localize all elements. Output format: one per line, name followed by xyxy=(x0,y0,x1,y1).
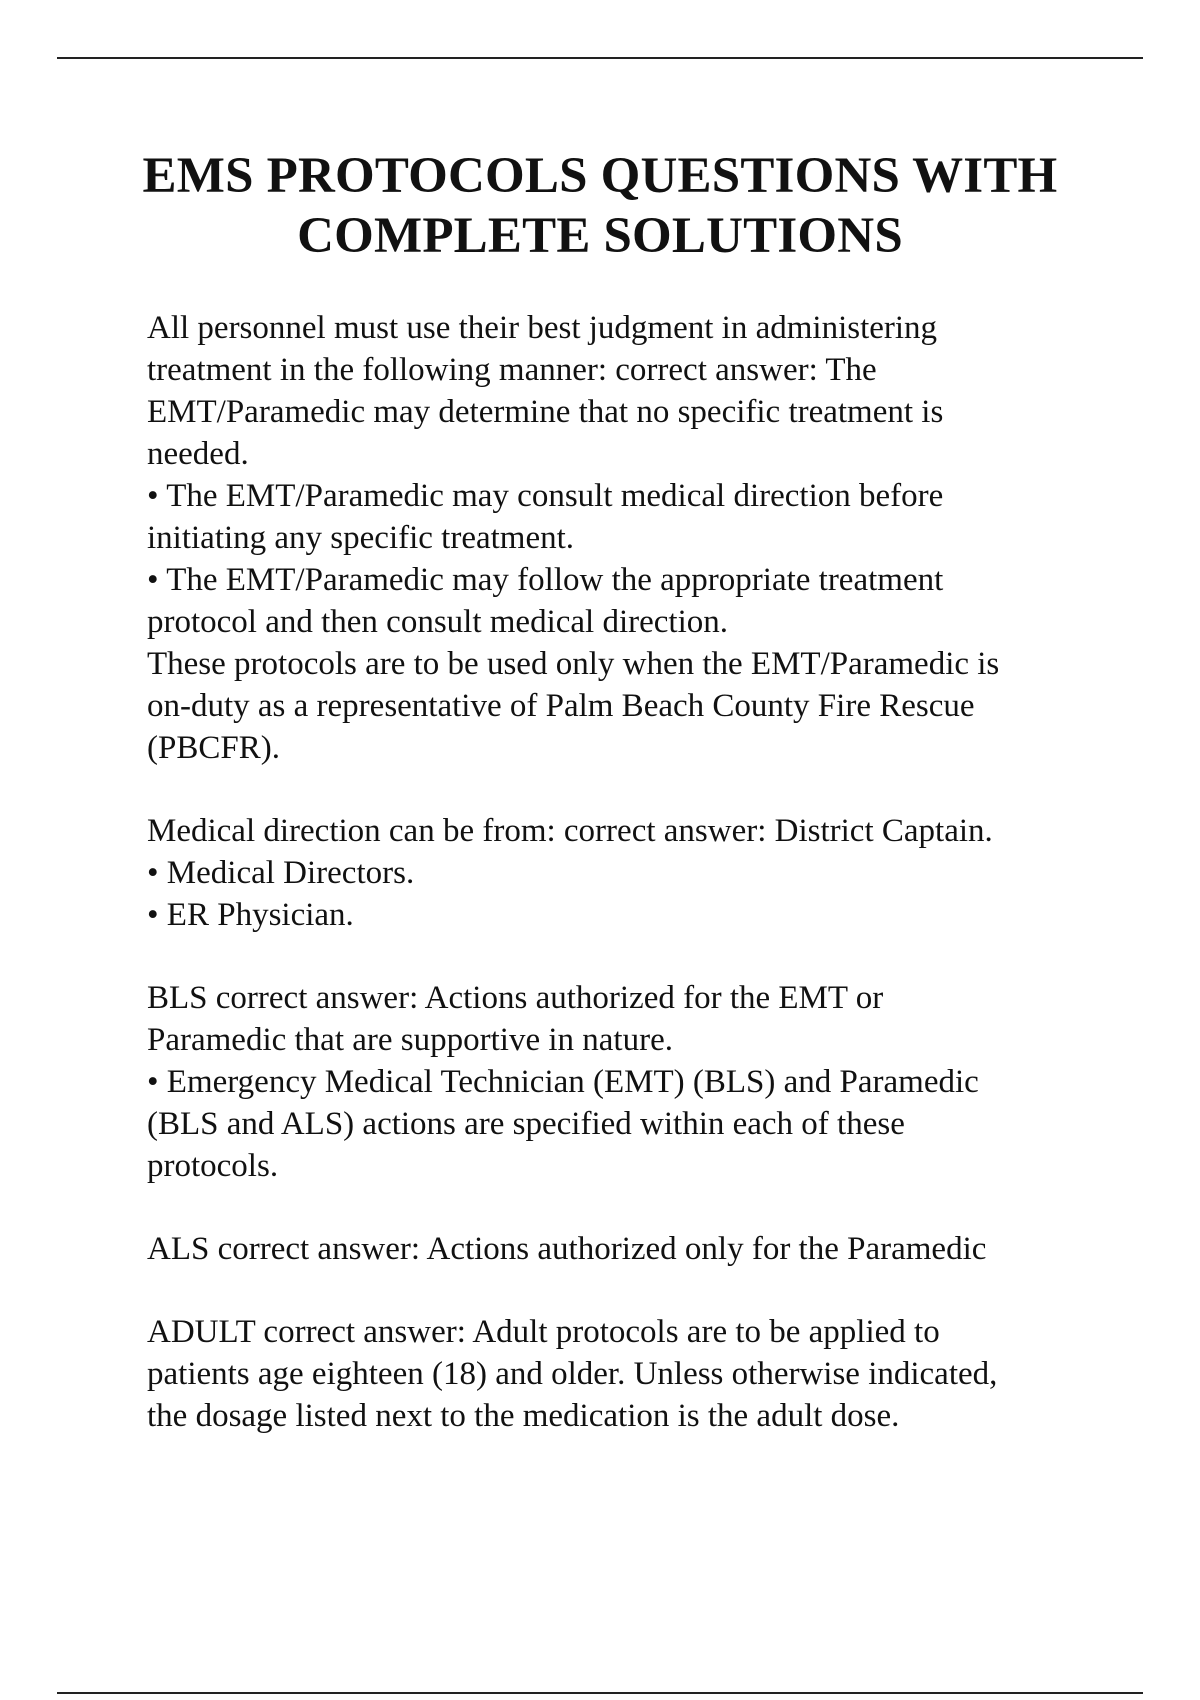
qa-block-personnel-judgment xyxy=(147,307,1147,769)
qa-block-als xyxy=(147,1228,1147,1270)
qa-block-bls xyxy=(147,977,1147,1187)
text-line: EMT/Paramedic may determine that no specific treatment is xyxy=(147,394,944,430)
title-line-1: EMS PROTOCOLS QUESTIONS WITH xyxy=(142,148,1058,204)
text-line: needed. xyxy=(147,436,249,472)
bullet-line: • Emergency Medical Technician (EMT) (BLS) and Paramedic xyxy=(147,1064,979,1100)
text-line: on-duty as a representative of Palm Beach County Fire Rescue xyxy=(147,688,975,724)
qa-block-medical-direction xyxy=(147,810,1147,936)
text-line: (PBCFR). xyxy=(147,730,280,766)
title-line-2: COMPLETE SOLUTIONS xyxy=(297,208,903,264)
qa-block-adult xyxy=(147,1311,1147,1437)
text-line: patients age eighteen (18) and older. Unless otherwise indicated, xyxy=(147,1356,998,1392)
text-line: All personnel must use their best judgment in administering xyxy=(147,310,938,346)
text-line: protocol and then consult medical direction. xyxy=(147,604,728,640)
text-line: ALS correct answer: Actions authorized only for the Paramedic xyxy=(147,1231,987,1267)
document-title xyxy=(100,146,1100,266)
text-line: BLS correct answer: Actions authorized for the EMT or xyxy=(147,980,884,1016)
bullet-line: • The EMT/Paramedic may consult medical direction before xyxy=(147,478,944,514)
bullet-line: • The EMT/Paramedic may follow the appropriate treatment xyxy=(147,562,944,598)
text-line: These protocols are to be used only when the EMT/Paramedic is xyxy=(147,646,1000,682)
bullet-line: • ER Physician. xyxy=(147,897,354,933)
bottom-rule xyxy=(57,1692,1143,1694)
top-rule xyxy=(57,57,1143,59)
text-line: initiating any specific treatment. xyxy=(147,520,575,556)
text-line: (BLS and ALS) actions are specified within each of these xyxy=(147,1106,905,1142)
document-body xyxy=(147,307,1147,1437)
text-line: protocols. xyxy=(147,1148,279,1184)
text-line: Medical direction can be from: correct answer: District Captain. xyxy=(147,813,993,849)
bullet-line: • Medical Directors. xyxy=(147,855,415,891)
text-line: ADULT correct answer: Adult protocols are to be applied to xyxy=(147,1314,940,1350)
text-line: treatment in the following manner: correct answer: The xyxy=(147,352,877,388)
text-line: the dosage listed next to the medication is the adult dose. xyxy=(147,1398,900,1434)
text-line: Paramedic that are supportive in nature. xyxy=(147,1022,673,1058)
